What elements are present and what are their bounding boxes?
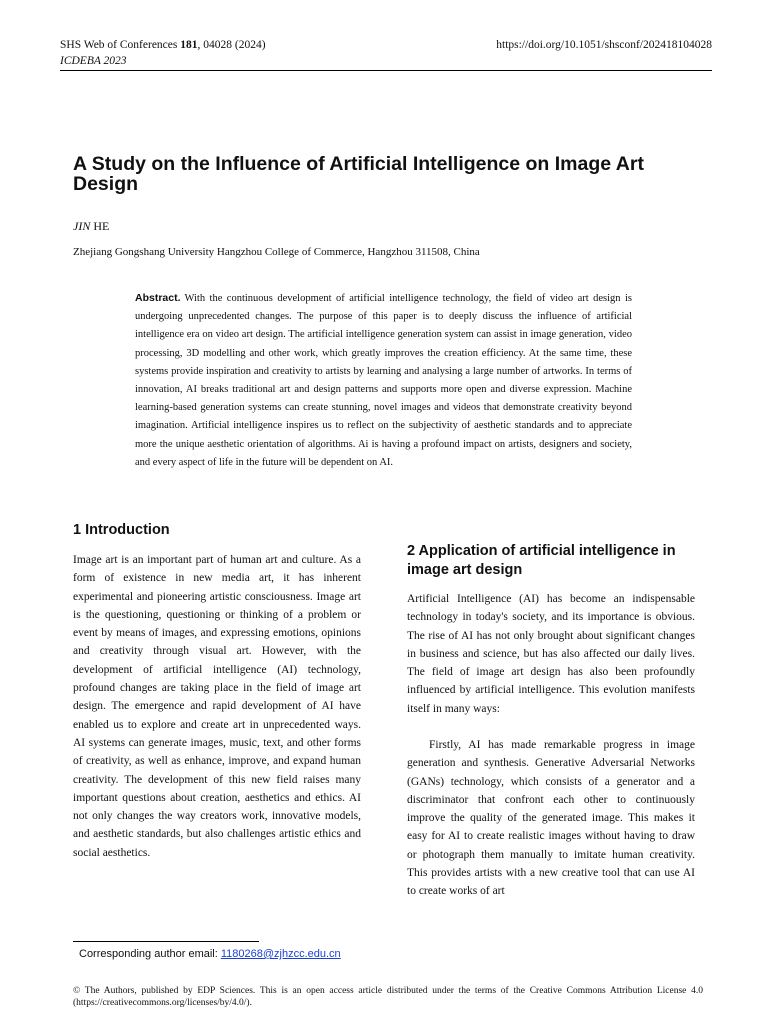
author-email-link[interactable]: 1180268@zjhzcc.edu.cn xyxy=(220,948,341,960)
journal-citation xyxy=(60,39,266,51)
section-2-paragraph-1: Artificial Intelligence (AI) has become an indispensable technology in today's society, and its importance is obvious. The rise of AI has not only brought about significant changes in business and science, but has also affected our daily lives. The field of image art design has also been profoundly influenced by artificial intelligence. This evolution manifests itself in many ways: xyxy=(407,593,695,715)
footnote xyxy=(79,948,341,960)
doi-link[interactable]: https://doi.org/10.1051/shsconf/202418104028 xyxy=(496,39,712,51)
abstract-text: With the continuous development of artificial intelligence technology, the field of video art design is undergoing unprecedented changes. The purpose of this paper is to deeply discuss the influence of artificial intelligence era on video art design. The artificial intelligence generation system can assist in image generation, video processing, 3D modelling and other work, which greatly improves the creation efficiency. At the same time, these systems provide inspiration and creativity to artists by learning and analysing a large number of artworks. In terms of innovation, AI breaks traditional art and design patterns and supports more open and diverse expression. Machine learning-based generation systems can create stunning, novel images and videos that demonstrate creativity beyond imagination. Artificial intelligence inspires us to reflect on the subjectivity of aesthetic standards and to appreciate more the unique aesthetic orientation of algorithms. Ai is having a profound impact on artists, designers and society, and every aspect of life in the future will be dependent on AI. xyxy=(135,293,632,468)
journal-volume: 181 xyxy=(180,39,198,51)
paper-title: A Study on the Influence of Artificial Intelligence on Image Art Design xyxy=(73,153,644,195)
license-notice: © The Authors, published by EDP Sciences. This is an open access article distributed under the terms of the Creative Commons Attribution License 4.0 (https://creativecommons.org/licenses/by/4.0/). xyxy=(73,986,703,1008)
author-family-name: HE xyxy=(90,219,110,233)
footnote-label: Corresponding author email: xyxy=(79,948,221,960)
author-given-name: JIN xyxy=(73,219,91,233)
abstract-label: Abstract. xyxy=(135,292,181,304)
journal-prefix: SHS Web of Conferences xyxy=(60,39,181,51)
header-rule xyxy=(60,70,712,71)
affiliation: Zhejiang Gongshang University Hangzhou College of Commerce, Hangzhou 311508, China xyxy=(73,246,480,258)
footnote-rule xyxy=(73,941,259,942)
journal-article: , 04028 (2024) xyxy=(197,39,266,51)
author xyxy=(73,219,109,234)
section-1-paragraph: Image art is an important part of human art and culture. As a form of existence in new media art, it has inherent experimental and pioneering artistic consciousness. Image art is the questioning, questioning or thinking of a problem or event by means of images, and expressing emotions, opinions and creativity through visual art. However, with the development of artificial intelligence (AI) technology, profound changes are taking place in the field of image art design. The emergence and rapid development of AI have enabled us to explore and create art in unprecedented ways. AI systems can generate images, music, text, and other forms of creativity, as well as enhance, improve, and expand human creativity. The development of this new field raises many important questions about creation, aesthetics and ethics. AI not only changes the way creators work, innovative models, and aesthetic standards, but also challenges artistic ethics and social aesthetics. xyxy=(73,554,361,859)
section-2-heading: 2 Application of artificial intelligence in image art design xyxy=(407,543,676,578)
abstract xyxy=(135,289,632,472)
conference-name: ICDEBA 2023 xyxy=(60,55,127,67)
section-1-heading: 1 Introduction xyxy=(73,522,170,538)
section-2-paragraph-2: Firstly, AI has made remarkable progress in image generation and synthesis. Generative Adversarial Networks (GANs) technology, which consists of a generator and a discriminator that confront each other to continuously improve the quality of the generated image. This makes it easy for AI to create realistic images without having to draw or photograph them manually to imitate human creativity. This provides artists with a new creative tool that can use AI to create works of art xyxy=(407,739,695,898)
